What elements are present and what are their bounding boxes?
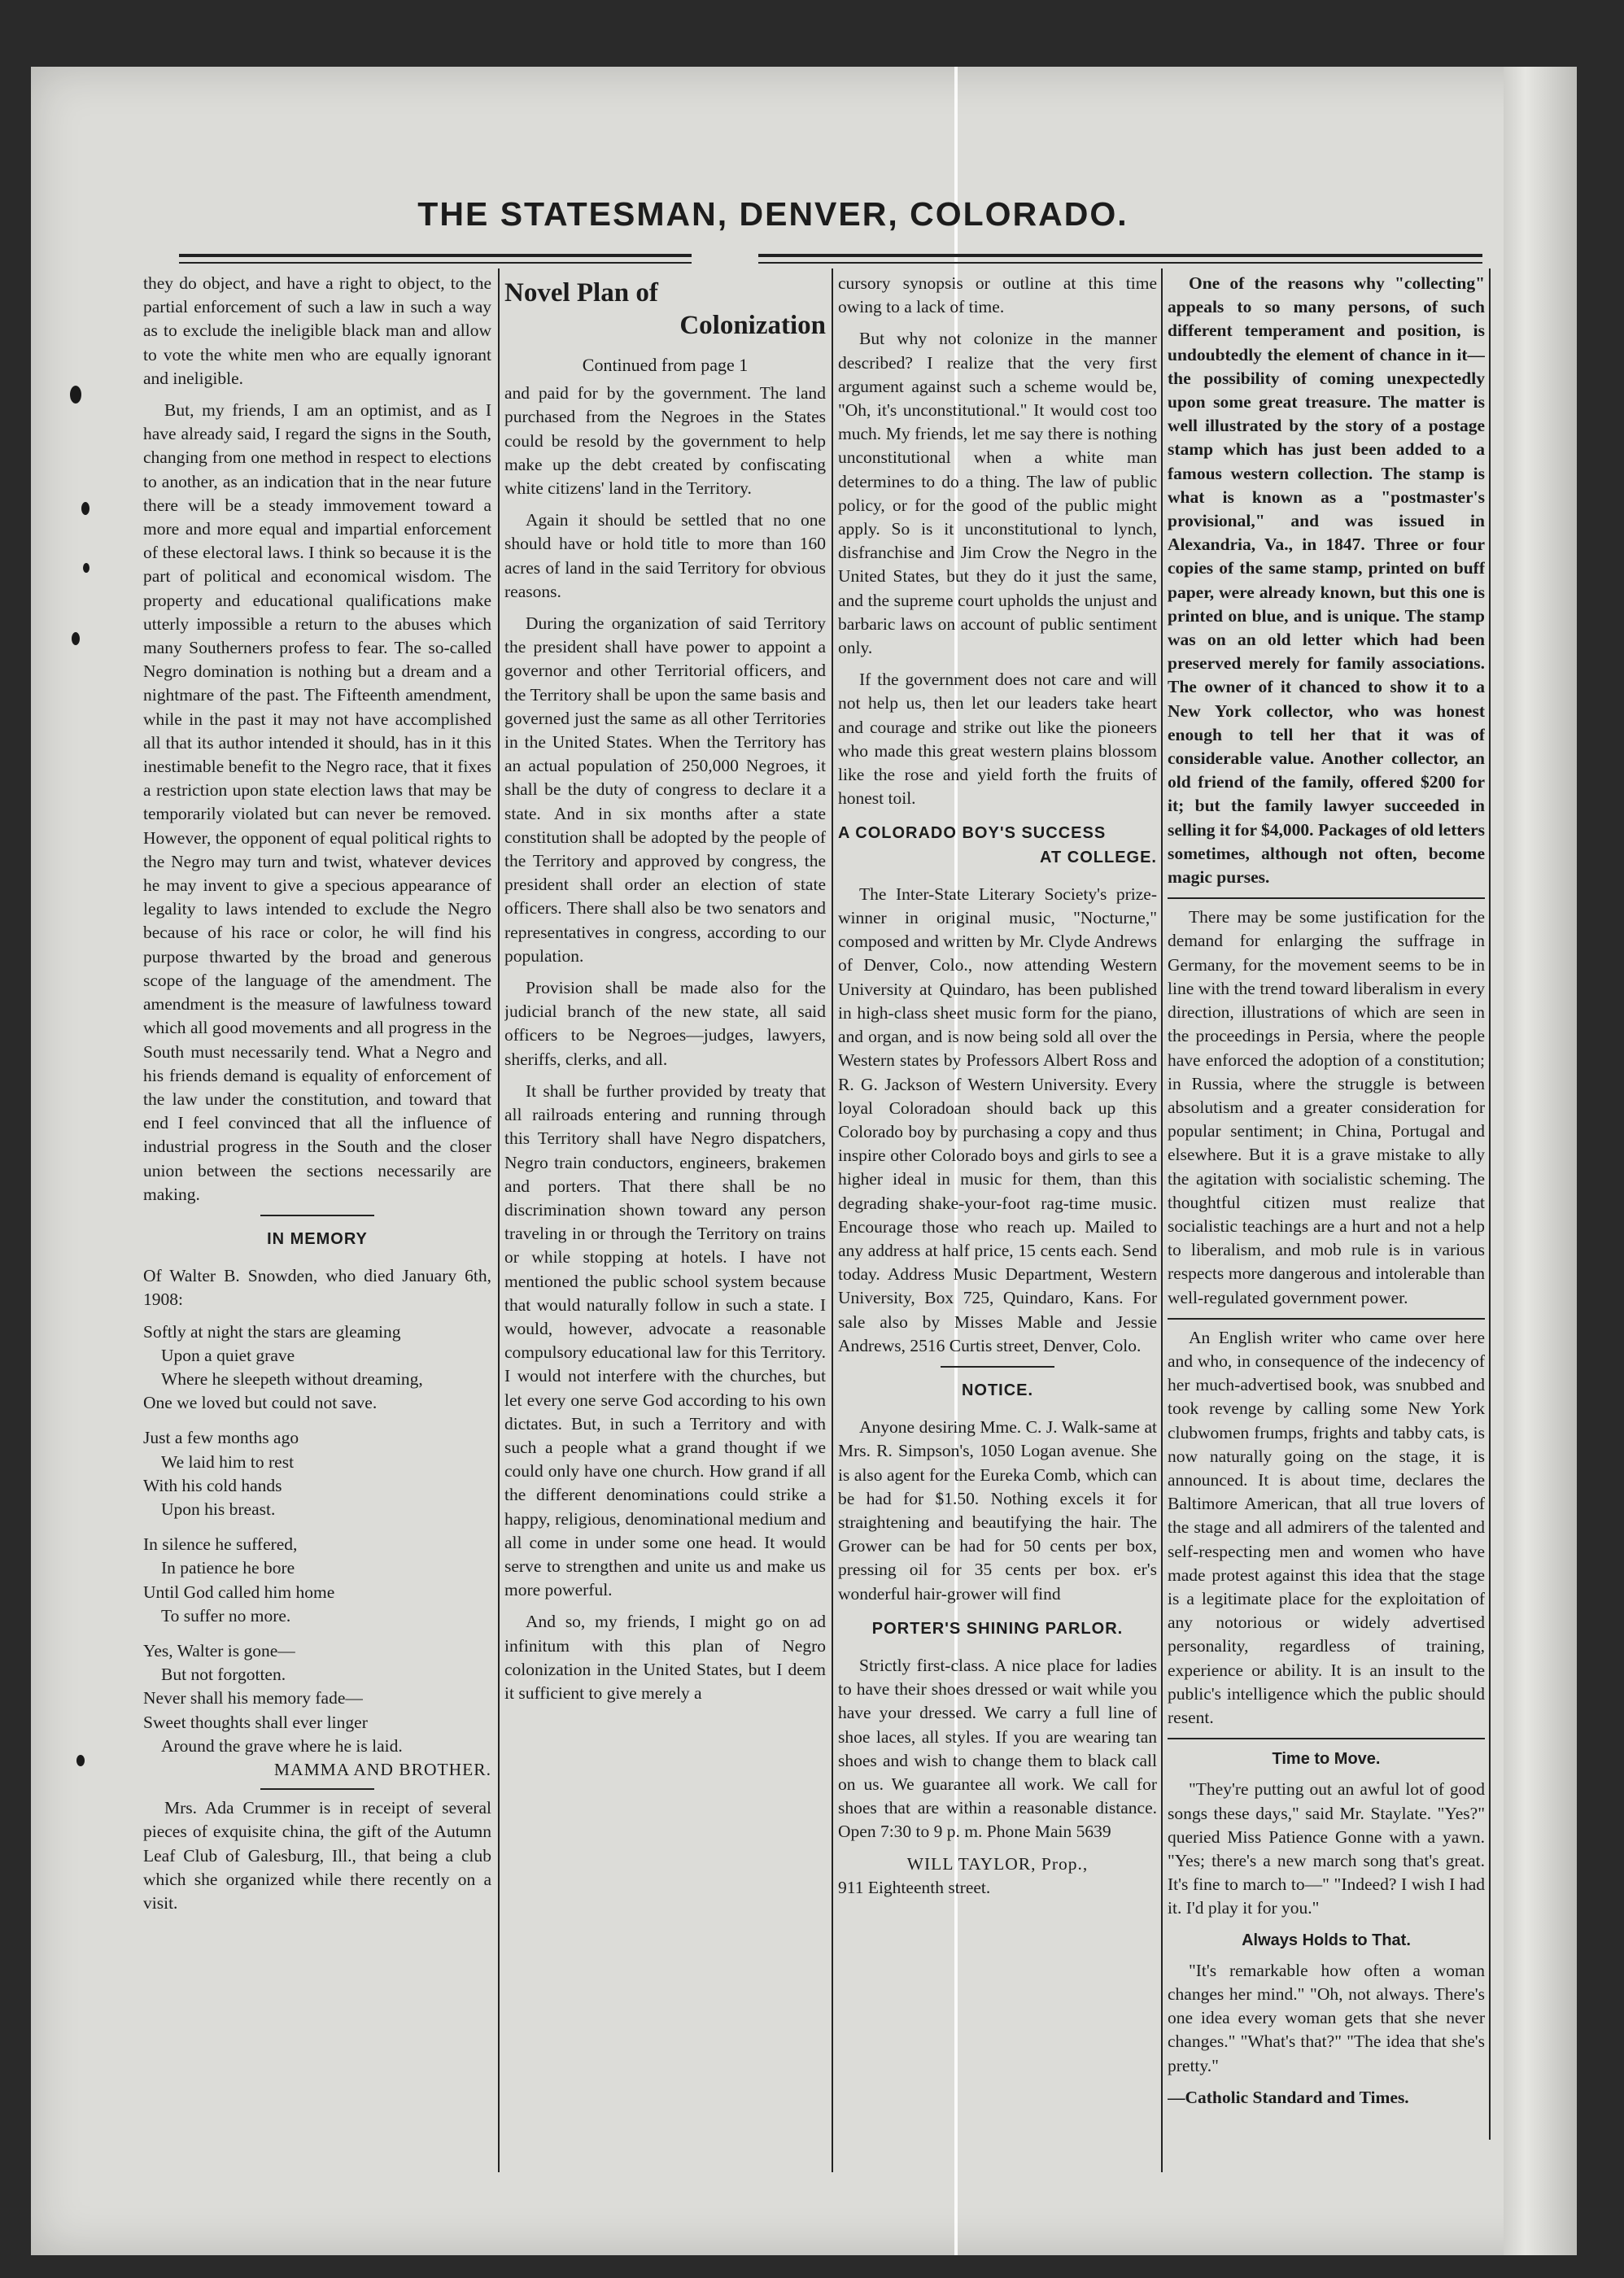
notice-text: Anyone desiring Mme. C. J. Walk-same at Mrs. R. Simpson's, 1050 Logan avenue. She is also agent for the Eureka Comb, which can be had for $1.50. Nothing excels it for straightening and beautifying the hair. The Grower can be had for 50 cents per box, pressing oil for 35 cents per box. er's wonderful hair-grower will find	[838, 1417, 1157, 1604]
masthead: THE STATESMAN, DENVER, COLORADO.	[417, 195, 1129, 233]
binding-hole	[72, 632, 80, 645]
masthead-rule-right	[758, 254, 1482, 264]
colorado-boy-heading	[838, 822, 1157, 869]
article-paragraph: they do object, and have a right to object, to the partial enforcement of such a law in such a way as to exclude the ineligible black man and allow to vote the white men who are equally ignorant and ineligible.	[143, 273, 491, 388]
page-edge	[1504, 67, 1577, 2255]
title-line: Colonization	[679, 311, 826, 340]
article-paragraph: It shall be further provided by treaty that all railroads entering and running through this Territory shall have Negro dispatchers, Negro train conductors, engineers, brakemen and porters. That there shall be no discrimination shown toward any person traveling in or through the Territory on trains or while stopping at hotels. I have not mentioned the public school system because that would naturally follow in such a state. I would, however, advocate a reasonable compulsory educational law for this Territory. I would not interfere with the churches, but let every one serve God according to his own dictates. But, in such a Territory and with such a people what a grand thought if we could only have one church. How grand if all the different denominations could strike a happy, religious, denominational medium and all come in under some one head. It would serve to strengthen and unite us and make us more powerful.	[504, 1080, 826, 1600]
column-1	[143, 272, 491, 2229]
english-writer-item: An English writer who came over here and who, in consequence of the indecency of her much-advertised book, was snubbed and took revenge by calling some New York clubwomen frumps, frights and tabby cats, is now naturally going on the stage, it is announced. It is about time, declares the Baltimore American, that all true lovers of the stage and all admirers of the talented and self-respecting men and women who have made protest against this idea that the stage is a legitimate place for the exploitation of any notorious or widely advertised personality, regardless of training, experience or ability. It is an insult to the public's intelligence which the public should resent.	[1168, 1327, 1485, 1727]
porter-heading: PORTER'S SHINING PARLOR.	[871, 1619, 1124, 1638]
heading-line: A COLORADO BOY'S SUCCESS	[838, 824, 1107, 843]
column-2	[504, 272, 826, 2229]
poem-line: Upon his breast.	[161, 1499, 276, 1519]
binding-hole	[76, 1755, 85, 1766]
poem-line: One we loved but could not save.	[143, 1393, 378, 1413]
poem-line: Just a few months ago	[143, 1428, 299, 1448]
crummer-item: Mrs. Ada Crummer is in receipt of several pieces of exquisite china, the gift of the Autumn Leaf Club of Galesburg, Ill., that being a club which she organized while there recently on a visit.	[143, 1798, 491, 1913]
column-3	[838, 272, 1157, 2229]
section-rule	[1168, 897, 1485, 899]
poem-line: Never shall his memory fade—	[143, 1688, 363, 1708]
binding-hole	[83, 563, 89, 573]
suffrage-item: There may be some justification for the demand for enlarging the suffrage in Germany, for the movement seems to be in line with the trend toward liberalism in every direction, illustrations of which are seen in the proceedings in Persia, where the people have enforced the adoption of a constitution; in Russia, where the struggle is between absolutism and a greater consideration for popular sentiment; in China, Portugal and elsewhere. But it is a grave mistake to ally the agitation with socialistic scheming. The thoughtful citizen must realize that socialistic teachings are a hurt and not a help to liberalism, and mob rule is in various respects more dangerous and intolerable than well-regulated government power.	[1168, 907, 1485, 1307]
section-rule	[260, 1788, 374, 1790]
section-rule	[941, 1366, 1054, 1368]
porter-signature: WILL TAYLOR, Prop.,	[906, 1853, 1089, 1874]
article-paragraph: Again it should be settled that no one should have or hold title to more than 160 acres of land in the said Territory for obvious reasons.	[504, 510, 826, 601]
poem-line: In silence he suffered,	[143, 1534, 298, 1555]
article-paragraph: and paid for by the government. The land purchased from the Negroes in the States could be resold by the government to help make up the debt created by confiscating white citizens' land in the Territory.	[504, 383, 826, 499]
article-paragraph: cursory synopsis or outline at this time owing to a lack of time.	[838, 273, 1157, 317]
binding-hole	[70, 386, 81, 404]
poem-line: Sweet thoughts shall ever linger	[143, 1712, 368, 1732]
section-rule	[260, 1215, 374, 1216]
poem-line: Where he sleepeth without dreaming,	[161, 1368, 423, 1389]
poem-line: Until God called him home	[143, 1582, 335, 1602]
poem-line: But not forgotten.	[161, 1665, 286, 1685]
masthead-rule-left	[179, 254, 692, 264]
column-4	[1168, 272, 1485, 2229]
column-divider	[1489, 268, 1491, 2140]
always-holds-heading: Always Holds to That.	[1242, 1931, 1411, 1949]
time-to-move-text: "They're putting out an awful lot of good songs these days," said Mr. Staylate. "Yes?" queried Miss Patience Gonne with a yawn. "Yes; there's a new march song that's great. It's fine to march to—" "Indeed? I wish I had it. I'd play it for you."	[1168, 1779, 1485, 1918]
holds-credit: —Catholic Standard and Times.	[1168, 2087, 1409, 2107]
colonization-title	[504, 277, 826, 342]
section-rule	[1168, 1318, 1485, 1320]
heading-line: AT COLLEGE.	[1040, 848, 1157, 866]
poem-line: In patience he bore	[161, 1558, 295, 1578]
memorial-signature: MAMMA AND BROTHER.	[273, 1759, 491, 1779]
section-rule	[1168, 1738, 1485, 1739]
colorado-boy-article: The Inter-State Literary Society's prize-winner in original music, "Nocturne," composed and written by Mr. Clyde Andrews of Denver, Colo., now attending Western University at Quindaro, has been published in high-class sheet music form for the piano, and organ, and is now being sold all over the Western states by Professors Albert Ross and R. G. Jackson of Western University. Every loyal Coloradoan should back up this Colorado boy by purchasing a copy and thus inspire other Colorado boys and girls to see a higher ideal in music for them, than this degrading shake-your-foot rag-time music. Encourage those who reach up. Mailed to any address at half price, 15 cents each. Send today. Address Music Department, Western University, Box 725, Quindaro, Kans. For sale also by Misses Mable and Jessie Andrews, 2516 Curtis street, Denver, Colo.	[838, 884, 1157, 1355]
poem-line: We laid him to rest	[161, 1451, 295, 1472]
column-divider	[832, 268, 833, 2172]
continued-note: Continued from page 1	[582, 355, 749, 375]
porter-text: Strictly first-class. A nice place for ladies to have their shoes dressed or wait while you have your dressed. We carry a full line of shoe laces, all styles. If you are wearing tan shoes and wish to change them to black call on us. We guarantee all work. We call for shoes that are within a reasonable distance. Open 7:30 to 9 p. m. Phone Main 5639	[838, 1655, 1157, 1842]
article-paragraph: Provision shall be made also for the judicial branch of the new state, all said officers to be Negroes—judges, lawyers, sheriffs, clerks, and all.	[504, 978, 826, 1069]
article-paragraph: But, my friends, I am an optimist, and as I have already said, I regard the signs in the South, changing from one method in respect to elections to another, as an indication that in the near future there will be a steady immovement toward a more and more equal and impartial enforcement of these electoral laws. I think so because it is the part of political and economical wisdom. The property and educational qualifications make utterly impossible a return to the abuses which many Southerners profess to fear. The so-called Negro domination is nothing but a dream and a nightmare of the past. The Fifteenth amendment, while in the past it may not have accomplished all that its author intended it should, has in it this inestimable benefit to the Negro race, that it fixes a restriction upon state election laws that may be temporarily violated but can never be removed. However, the opponent of equal political rights to the Negro may turn and twist, whatever devices he may invent to give a specious appearance of legality to laws intended to exclude the Negro because of his race or color, he will find his purpose thwarted by the broad and generous scope of the language of the amendment. The amendment is the measure of lawfulness toward which all good movements and all progress in the South must necessarily tend. What a Negro and his friends demand is equality of enforcement of the law under the constitution, and toward that end I feel convinced that all the influence of industrial progress in the South and the closer union between the sections necessarily are making.	[143, 400, 491, 1204]
poem-line: Around the grave where he is laid.	[161, 1735, 403, 1756]
poem-line: With his cold hands	[143, 1475, 282, 1495]
article-paragraph: If the government does not care and will not help us, then let our leaders take heart and courage and strike out like the pioneers who made this great western plains blossom like the rose and yield forth the fruits of honest toil.	[838, 670, 1157, 809]
article-paragraph: And so, my friends, I might go on ad infinitum with this plan of Negro colonization in the United States, but I deem it sufficient to give merely a	[504, 1612, 826, 1703]
memory-intro: Of Walter B. Snowden, who died January 6th, 1908:	[143, 1266, 491, 1310]
time-to-move-heading: Time to Move.	[1272, 1750, 1381, 1769]
column-divider	[498, 268, 500, 2172]
notice-heading: NOTICE.	[961, 1381, 1034, 1399]
poem-line: To suffer no more.	[161, 1605, 291, 1626]
article-paragraph: During the organization of said Territory the president shall have power to appoint a governor and other Territorial officers, and the Territory shall be upon the same basis and governed just the same as all other Territories in the United States. When the Territory has an actual population of 250,000 Negroes, it shall be the duty of congress to declare it a state. And in six months after a state constitution shall be adopted by the people of the Territory and approved by congress, the president shall order an election of state officers. There shall also be two senators and representatives in congress, according to our population.	[504, 613, 826, 966]
poem-line: Softly at night the stars are gleaming	[143, 1321, 401, 1342]
collecting-item: One of the reasons why "collecting" appeals to so many persons, of such different temperament and position, is undoubtedly the element of chance in it—the possibility of coming unexpectedly upon some great treasure. The matter is well illustrated by the story of a postage stamp which has just been added to a famous western collection. The stamp is what is known as a "postmaster's provisional," and was issued in Alexandria, Va., in 1847. Three or four copies of the same stamp, printed on buff paper, were already known, but this one is printed on blue, and is unique. The stamp was on an old letter which had been preserved merely for family associations. The owner of it chanced to show it to a New York collector, who was honest enough to tell her that it was of considerable value. Another collector, an old friend of the family, offered $200 for it; but the family lawyer succeeded in selling it for $4,000. Packages of old letters sometimes, although not often, become magic purses.	[1168, 273, 1485, 888]
poem-line: Yes, Walter is gone—	[143, 1640, 295, 1660]
column-divider	[1161, 268, 1163, 2172]
article-paragraph: But why not colonize in the manner described? I realize that the very first argument against such a scheme would be, "Oh, it's unconstitutional." It would cost too much. My friends, let me say there is nothing unconstitutional when a white man determines to do a thing. The law of public policy, or for the good of the public might apply. So is it unconstitutional to lynch, disfranchise and Jim Crow the Negro in the United States, but they do it just the same, and the supreme court upholds the unjust and barbaric laws on account of public sentiment only.	[838, 329, 1157, 658]
memorial-poem	[143, 1320, 491, 1758]
binding-hole	[81, 502, 89, 515]
porter-address: 911 Eighteenth street.	[838, 1877, 991, 1897]
title-line: Novel Plan of	[504, 278, 658, 308]
poem-line: Upon a quiet grave	[161, 1345, 295, 1365]
always-holds-text: "It's remarkable how often a woman changes her mind." "Oh, not always. There's one idea every woman gets that she never changes." "What's that?" "The idea that she's pretty."	[1168, 1960, 1485, 2075]
in-memory-heading: IN MEMORY	[267, 1229, 368, 1248]
